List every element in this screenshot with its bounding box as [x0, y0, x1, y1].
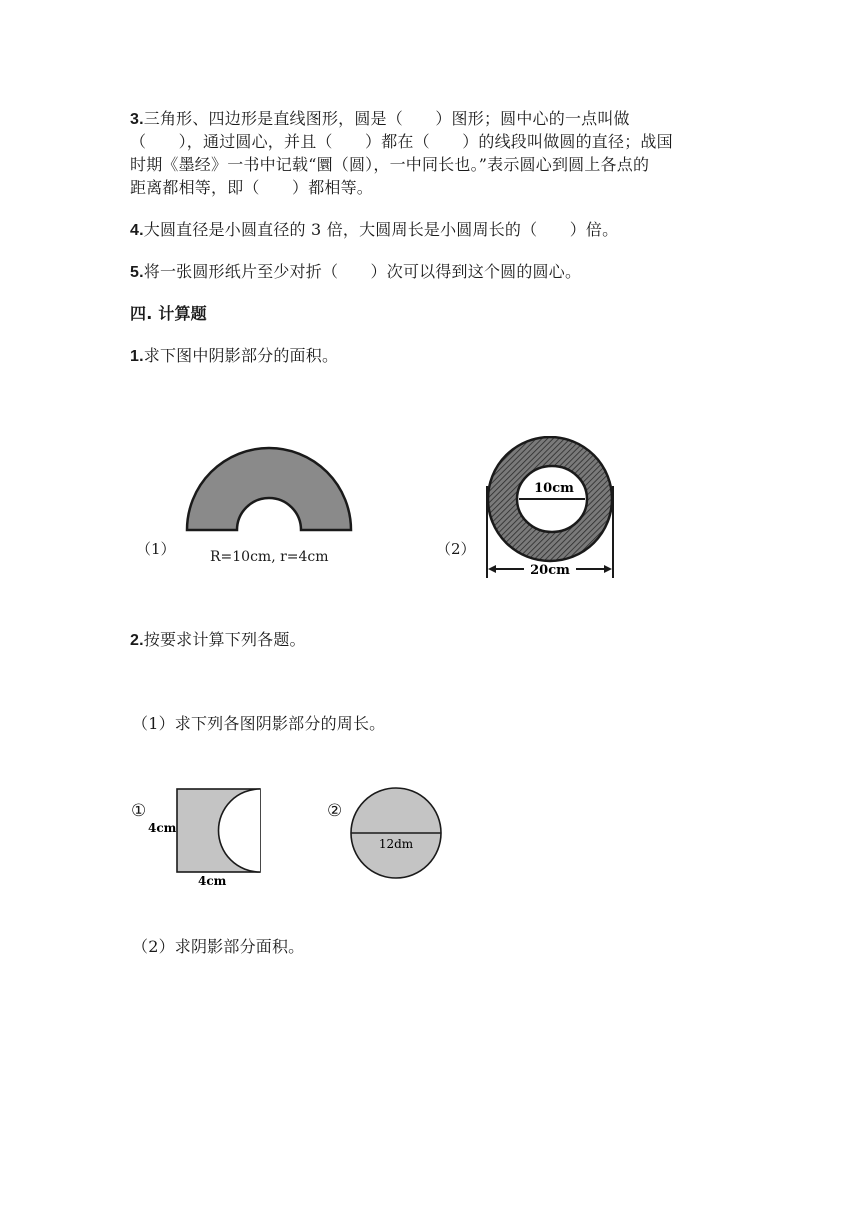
section-heading: 四. 计算题: [130, 304, 207, 323]
c2-number: 2.: [130, 632, 144, 649]
q4-text: 大圆直径是小圆直径的 3 倍，大圆周长是小圆周长的（ ）倍。: [143, 220, 619, 239]
half-annulus-shaded: [187, 448, 351, 530]
q5-line: [130, 259, 581, 282]
figB-diameter-label: 12dm: [378, 837, 414, 851]
square-semicircle-figure: [144, 784, 264, 890]
c2-sub1: （1）求下列各图阴影部分的周长。: [132, 714, 386, 733]
q5-text: 将一张圆形纸片至少对折（ ）次可以得到这个圆的圆心。: [143, 262, 582, 281]
circle-diameter-figure: [346, 784, 446, 886]
q4-number: 4.: [130, 222, 144, 239]
half-annulus-figure: [180, 440, 360, 536]
q3-line-4: 距离都相等，即（ ）都相等。: [130, 178, 374, 197]
inner-diameter-label: 10cm: [534, 481, 574, 496]
arrow-left-icon: [488, 565, 496, 573]
q3-text-1: 三角形、四边形是直线图形，圆是（ ）图形；圆中心的一点叫做: [143, 109, 630, 128]
q3-line-2: （ ），通过圆心，并且（ ）都在（ ）的线段叫做圆的直径；战国: [130, 132, 673, 151]
figA-label: ①: [131, 801, 147, 821]
q5-number: 5.: [130, 264, 144, 281]
fig1-caption: R=10cm, r=4cm: [210, 549, 329, 565]
arrow-right-icon: [604, 565, 612, 573]
q3-line-1: [130, 106, 630, 129]
figA-side-label: 4cm: [148, 821, 177, 835]
c1-number: 1.: [130, 348, 144, 365]
outer-diameter-label: 20cm: [530, 563, 570, 578]
figA-bottom-label: 4cm: [198, 874, 227, 888]
fig1-label: （1）: [136, 540, 176, 558]
c2-text: 按要求计算下列各题。: [143, 630, 306, 649]
figB-label: ②: [327, 801, 343, 821]
c2-sub2: （2）求阴影部分面积。: [132, 937, 305, 956]
c2-line: [130, 627, 306, 650]
fig2-label: （2）: [436, 540, 476, 558]
c1-line: [130, 343, 338, 366]
q4-line: [130, 217, 618, 240]
q3-number: 3.: [130, 111, 144, 128]
c1-text: 求下图中阴影部分的面积。: [143, 346, 339, 365]
q3-line-3: 时期《墨经》一书中记载“圜（圆），一中同长也。”表示圆心到圆上各点的: [130, 155, 650, 174]
annulus-figure: [476, 436, 621, 582]
